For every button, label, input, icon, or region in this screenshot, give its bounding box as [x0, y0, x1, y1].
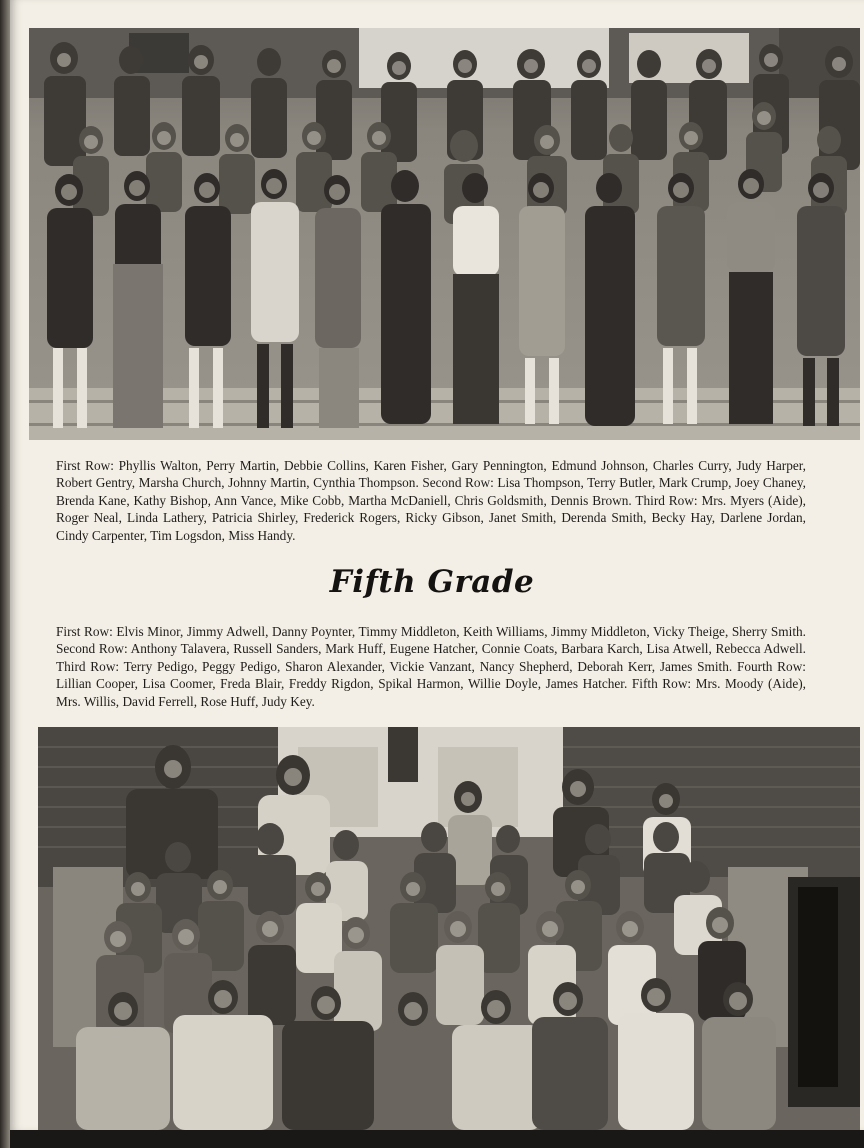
page-bottom-edge — [10, 1130, 864, 1148]
top-photo-caption: First Row: Phyllis Walton, Perry Martin, Debbie Collins, Karen Fisher, Gary Pennington, Edmund Johnson, Charles Curry, Judy Harper, Robert Gentry, Marsha Church, Johnny Martin, Cynthia Thompson. Second Row: Lisa Thompson, Terry Butler, Mark Crump, Joey Chaney, Brenda Kane, Kathy Bishop, Ann Vance, Mike Cobb, Martha McDaniell, Chris Goldsmith, Dennis Brown. Third Row: Mrs. Myers (Aide), Roger Neal, Linda Lathery, Patricia Shirley, Frederick Rogers, Ricky Gibson, Janet Smith, Derenda Smith, Becky Hay, Darlene Jordan, Cindy Carpenter, Tim Logsdon, Miss Handy. — [56, 458, 806, 543]
class-photo-top — [29, 28, 860, 440]
section-title: Fifth Grade — [329, 564, 535, 600]
class-photo-bottom — [38, 727, 860, 1130]
bottom-photo-caption: First Row: Elvis Minor, Jimmy Adwell, Danny Poynter, Timmy Middleton, Keith Williams, Jimmy Middleton, Vicky Theige, Sherry Smith. Second Row: Anthony Talavera, Russell Sanders, Mark Huff, Eugene Hatcher, Connie Coats, Barbara Karch, Lisa Atwell, Rebecca Adwell. Third Row: Terry Pedigo, Peggy Pedigo, Sharon Alexander, Vickie Vanzant, Nancy Shepherd, Deborah Kerr, James Smith. Fourth Row: Lillian Cooper, Lisa Coomer, Freda Blair, Freddy Rigdon, Spikal Harmon, Willie Doyle, James Hatcher. Fifth Row: Mrs. Moody (Aide), Mrs. Willis, David Ferrell, Rose Huff, Judy Key. — [56, 624, 806, 709]
